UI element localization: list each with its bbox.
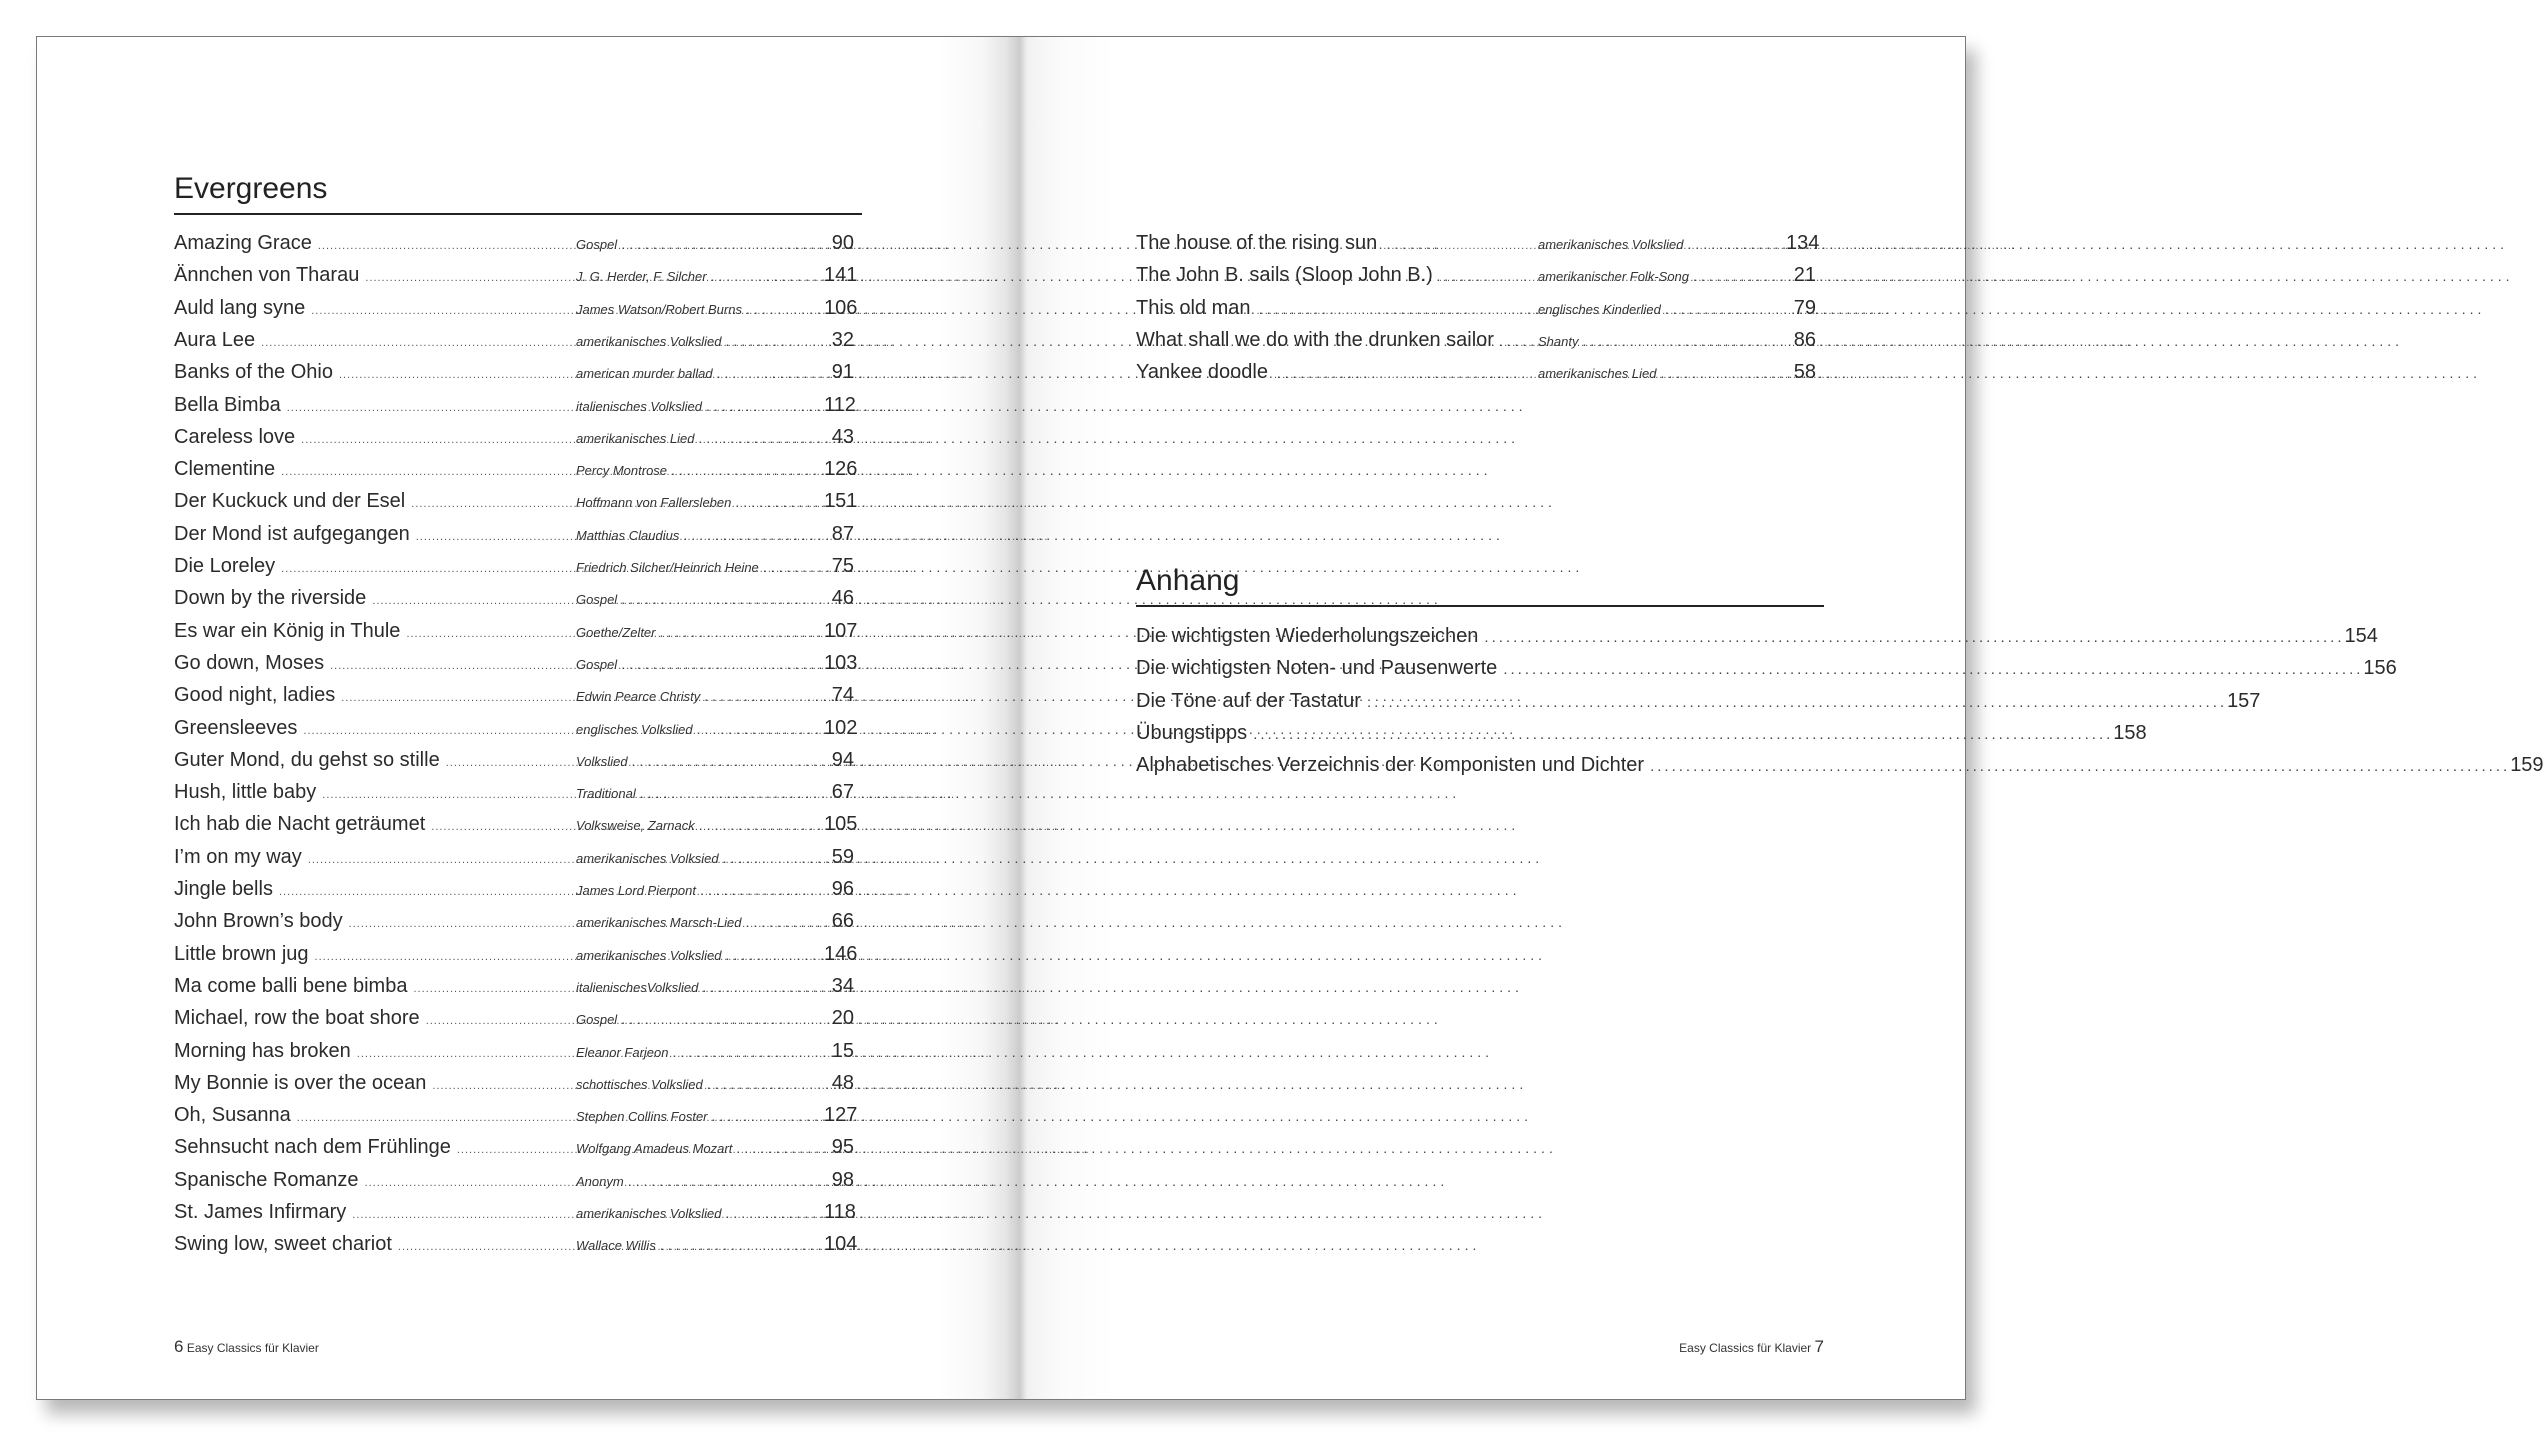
- song-page-number: 141: [824, 264, 858, 287]
- appendix-entry: [1136, 620, 2378, 652]
- appendix-page-number: 156: [2363, 657, 2397, 680]
- song-page-number: 48: [831, 1071, 854, 1094]
- song-composer: Shanty: [1538, 333, 1579, 349]
- song-composer: Volkslied: [576, 753, 628, 769]
- song-composer: englisches Volkslied: [576, 721, 693, 737]
- song-composer: amerikanisches Lied: [576, 430, 695, 446]
- song-page-number: 105: [824, 813, 858, 836]
- dot-leader: [1693, 260, 2514, 292]
- song-page-number: 74: [831, 684, 854, 707]
- dot-leader: [1661, 357, 2482, 389]
- song-title: The John B. sails (Sloop John B.): [1136, 264, 1433, 287]
- song-page-number: 151: [824, 490, 858, 513]
- toc-entry: [174, 1131, 854, 1163]
- toc-entry: [174, 1228, 858, 1260]
- song-composer: Edwin Pearce Christy: [576, 689, 701, 705]
- song-title: What shall we do with the drunken sailor: [1136, 328, 1494, 351]
- song-composer: Stephen Collins Foster: [576, 1109, 708, 1125]
- song-title: Down by the riverside: [174, 587, 367, 610]
- song-title: Spanische Romanze: [174, 1168, 359, 1191]
- toc-entry: [174, 905, 854, 937]
- toc-entry: [174, 550, 854, 582]
- toc-entry: [174, 389, 854, 421]
- song-composer: Anonym: [576, 1173, 624, 1189]
- toc-entry: [174, 485, 858, 517]
- song-title: Good night, ladies: [174, 684, 336, 707]
- appendix-page-number: 159: [2510, 754, 2544, 777]
- song-composer: amerikanisches Volkslied: [1538, 237, 1684, 252]
- toc-entry: [1136, 324, 1816, 356]
- toc-entry: [174, 582, 854, 614]
- dot-leader: [1582, 325, 2403, 357]
- toc-entry: [174, 970, 854, 1002]
- song-page-number: 90: [831, 232, 854, 254]
- dot-leader: [1253, 719, 2113, 751]
- song-title: Little brown jug: [174, 942, 309, 965]
- song-composer: Eleanor Farjeon: [576, 1044, 669, 1060]
- song-title: Die Loreley: [174, 555, 276, 577]
- song-title: My Bonnie is over the ocean: [174, 1071, 427, 1094]
- song-composer: amerikanisches Lied: [1538, 366, 1657, 382]
- appendix-page-number: 157: [2227, 689, 2261, 712]
- song-page-number: 98: [831, 1168, 854, 1191]
- section-title-evergreens: Evergreens: [174, 169, 862, 215]
- toc-entry: [174, 259, 858, 291]
- song-composer: James Watson/Robert Burns: [576, 301, 742, 317]
- appendix-title: Alphabetisches Verzeichnis der Komponisten und Dichter: [1136, 754, 1645, 777]
- toc-entry: [174, 776, 854, 808]
- song-title: Clementine: [174, 458, 276, 481]
- toc-entry: [174, 679, 854, 711]
- toc-entry: [174, 744, 854, 776]
- song-composer: schottisches Volkslied: [576, 1076, 703, 1092]
- song-composer: Traditional: [576, 786, 636, 802]
- song-page-number: 67: [831, 781, 854, 804]
- song-page-number: 32: [831, 328, 854, 351]
- toc-entry: [174, 1164, 854, 1196]
- song-page-number: 103: [824, 651, 858, 674]
- toc-entry: [174, 841, 854, 873]
- song-title: Der Kuckuck und der Esel: [174, 490, 406, 513]
- song-composer: amerikanisches Volksied: [576, 850, 719, 866]
- song-page-number: 20: [831, 1007, 854, 1030]
- song-title: Swing low, sweet chariot: [174, 1233, 392, 1256]
- song-title: Banks of the Ohio: [174, 361, 333, 384]
- left-page: [174, 37, 862, 1399]
- song-composer: Volksweise, Zarnack: [576, 818, 695, 834]
- toc-entry: [174, 518, 854, 550]
- dot-leader: [1484, 622, 2344, 654]
- song-composer: amerikanisches Volkslied: [576, 947, 722, 963]
- toc-entry: [174, 938, 858, 970]
- appendix-entry: [1136, 652, 2397, 684]
- left-page-footer: [174, 1337, 319, 1357]
- toc-entry: [174, 356, 854, 388]
- dot-leader: [1367, 687, 2227, 719]
- song-page-number: 134: [1786, 232, 1820, 254]
- song-composer: amerikanisches Marsch-Lied: [576, 915, 742, 931]
- song-title: Es war ein König in Thule: [174, 619, 401, 642]
- song-page-number: 102: [824, 716, 858, 739]
- song-composer: Percy Montrose: [576, 463, 668, 479]
- song-composer: Wolfgang Amadeus Mozart: [576, 1141, 733, 1157]
- song-composer: amerikanisches Volkslied: [576, 333, 722, 349]
- song-page-number: 75: [831, 555, 854, 577]
- song-composer: Goethe/Zelter: [576, 624, 656, 640]
- appendix-title: Die wichtigsten Wiederholungszeichen: [1136, 625, 1479, 647]
- song-title: Aura Lee: [174, 328, 256, 351]
- song-title: Sehnsucht nach dem Frühlinge: [174, 1136, 451, 1159]
- song-page-number: 46: [831, 587, 854, 610]
- song-page-number: 59: [831, 845, 854, 868]
- toc-entry: [174, 292, 858, 324]
- song-title: Guter Mond, du gehst so stille: [174, 748, 440, 771]
- right-page-footer: [1679, 1337, 1824, 1357]
- song-title: Michael, row the boat shore: [174, 1007, 420, 1030]
- toc-entry: [174, 1067, 854, 1099]
- page-number: 7: [1814, 1337, 1824, 1356]
- song-title: Greensleeves: [174, 716, 298, 739]
- song-page-number: 79: [1793, 296, 1816, 319]
- song-title: Amazing Grace: [174, 232, 312, 254]
- song-page-number: 15: [831, 1039, 854, 1062]
- song-page-number: 96: [831, 878, 854, 900]
- appendix-title: Die wichtigsten Noten- und Pausenwerte: [1136, 657, 1498, 680]
- toc-entry: [174, 615, 858, 647]
- song-title: This old man: [1136, 296, 1251, 319]
- song-title: The house of the rising sun: [1136, 232, 1378, 254]
- toc-entry: [174, 421, 854, 453]
- song-page-number: 34: [831, 974, 854, 997]
- song-title: Ich hab die Nacht geträumet: [174, 813, 426, 836]
- right-page: [1136, 37, 2544, 1399]
- appendix-title: Übungstipps: [1136, 721, 1248, 744]
- song-composer: Gospel: [576, 1012, 618, 1028]
- appendix-title: Die Töne auf der Tastatur: [1136, 689, 1361, 712]
- toc-entry: [174, 1035, 854, 1067]
- song-title: Bella Bimba: [174, 393, 281, 416]
- song-title: Morning has broken: [174, 1039, 351, 1062]
- toc-entry: [1136, 292, 1816, 324]
- song-title: Der Mond ist aufgegangen: [174, 522, 410, 545]
- song-page-number: 66: [831, 910, 854, 933]
- toc-entry: [1136, 356, 1816, 388]
- toc-entry: [174, 453, 858, 485]
- song-page-number: 87: [831, 522, 854, 545]
- toc-entry: [174, 808, 858, 840]
- toc-entry: [174, 712, 858, 744]
- song-title: John Brown’s body: [174, 910, 343, 933]
- song-composer: italienisches Volkslied: [576, 398, 702, 414]
- song-composer: Gospel: [576, 237, 618, 252]
- song-title: Ma come balli bene bimba: [174, 974, 408, 997]
- song-page-number: 112: [824, 393, 856, 416]
- song-composer: italienischesVolkslied: [576, 979, 699, 995]
- appendix-page-number: 158: [2113, 721, 2147, 744]
- song-title: Jingle bells: [174, 878, 273, 900]
- song-page-number: 95: [831, 1136, 854, 1159]
- appendix-entry: [1136, 685, 2261, 717]
- song-composer: englisches Kinderlied: [1538, 301, 1661, 317]
- song-composer: Matthias Claudius: [576, 527, 680, 543]
- appendix-entry: [1136, 717, 2147, 749]
- song-title: Ännchen von Tharau: [174, 264, 360, 287]
- song-page-number: 107: [824, 619, 858, 642]
- toc-entry: [174, 1002, 854, 1034]
- toc-entry: [174, 324, 854, 356]
- toc-entry: [174, 1099, 858, 1131]
- toc-entry: [174, 227, 854, 259]
- song-title: St. James Infirmary: [174, 1201, 347, 1223]
- toc-entry: [1136, 259, 1816, 291]
- song-page-number: 126: [824, 458, 858, 481]
- toc-entry: [174, 1196, 854, 1228]
- song-page-number: 127: [824, 1104, 858, 1127]
- song-page-number: 146: [824, 942, 858, 965]
- song-composer: Gospel: [576, 592, 618, 608]
- song-title: Hush, little baby: [174, 781, 317, 804]
- toc-entry: [174, 647, 858, 679]
- footer-book-title: Easy Classics für Klavier: [186, 1341, 319, 1355]
- appendix-page-number: 154: [2344, 625, 2378, 647]
- song-composer: amerikanischer Folk-Song: [1538, 269, 1690, 285]
- song-page-number: 104: [824, 1233, 858, 1256]
- song-page-number: 86: [1793, 328, 1816, 351]
- book-spread: [36, 36, 2544, 1400]
- footer-book-title: Easy Classics für Klavier: [1679, 1341, 1812, 1355]
- song-composer: Wallace Willis: [576, 1238, 656, 1254]
- song-title: Oh, Susanna: [174, 1104, 291, 1127]
- song-title: Auld lang syne: [174, 296, 306, 319]
- song-composer: J. G. Herder, F. Silcher: [576, 269, 707, 285]
- song-composer: James Lord Pierpont: [576, 883, 696, 898]
- song-title: Careless love: [174, 425, 296, 448]
- song-page-number: 118: [824, 1201, 856, 1223]
- song-composer: amerikanisches Volkslied: [576, 1206, 722, 1221]
- song-composer: Hoffmann von Fallersleben: [576, 495, 732, 511]
- page-number: 6: [174, 1337, 184, 1356]
- song-composer: Gospel: [576, 656, 618, 672]
- dot-leader: [1503, 654, 2363, 686]
- song-page-number: 43: [831, 425, 854, 448]
- dot-leader: [1650, 751, 2510, 783]
- song-page-number: 58: [1793, 361, 1816, 384]
- song-composer: Friedrich Silcher/Heinrich Heine: [576, 560, 759, 575]
- song-page-number: 94: [831, 748, 854, 771]
- song-title: I’m on my way: [174, 845, 302, 868]
- toc-entry: [1136, 227, 1820, 259]
- section-title-anhang: Anhang: [1136, 561, 1824, 607]
- appendix-entry: [1136, 749, 2544, 781]
- song-page-number: 21: [1793, 264, 1816, 287]
- toc-entry: [174, 873, 854, 905]
- song-page-number: 106: [824, 296, 858, 319]
- song-title: Yankee doodle: [1136, 361, 1268, 384]
- song-title: Go down, Moses: [174, 651, 325, 674]
- song-composer: american murder ballad: [576, 366, 713, 382]
- song-page-number: 91: [831, 361, 854, 384]
